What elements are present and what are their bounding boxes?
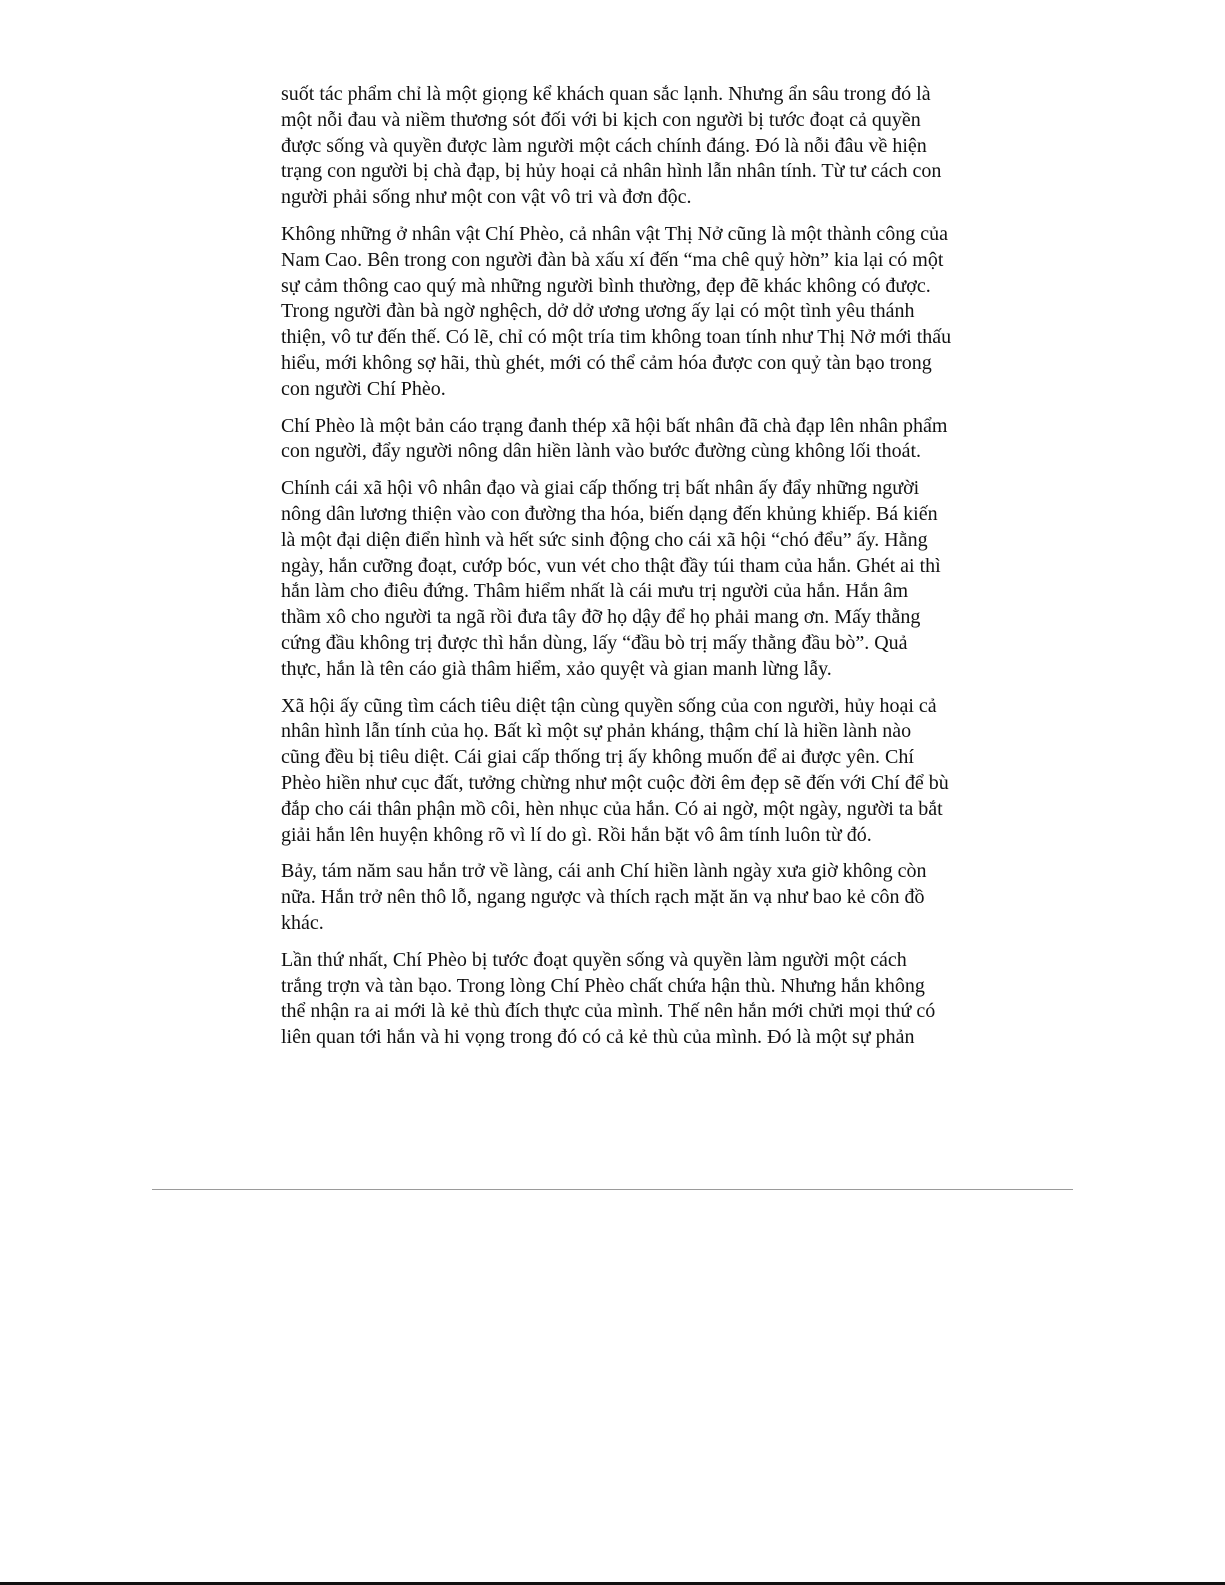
text-line: giải hắn lên huyện không rõ vì lí do gì. Rồi hắn bặt vô âm tính luôn từ đó. bbox=[281, 823, 872, 846]
text-line: sự cảm thông cao quý mà những người bình thường, đẹp đẽ khác không có được. bbox=[281, 274, 931, 297]
text-line: trắng trợn và tàn bạo. Trong lòng Chí Phèo chất chứa hận thù. Nhưng hắn không bbox=[281, 974, 925, 997]
text-line: con người Chí Phèo. bbox=[281, 377, 446, 400]
text-line: người phải sống như một con vật vô tri và đơn độc. bbox=[281, 186, 692, 209]
text-line: hắn làm cho điêu đứng. Thâm hiểm nhất là cái mưu trị người của hắn. Hắn âm bbox=[281, 580, 909, 603]
text-line: là một đại diện điển hình và hết sức sinh động cho cái xã hội “chó đểu” ấy. Hằng bbox=[281, 528, 928, 551]
text-line: trạng con người bị chà đạp, bị hủy hoại cả nhân hình lẫn nhân tính. Từ tư cách con bbox=[281, 160, 942, 183]
text-line: thiện, vô tư đến thế. Có lẽ, chỉ có một tría tim không toan tính như Thị Nở mới thấu bbox=[281, 326, 952, 349]
text-line: nhân hình lẫn tính của họ. Bất kì một sự phản kháng, thậm chí là hiền lành nào bbox=[281, 720, 912, 743]
text-line: thực, hắn là tên cáo già thâm hiểm, xảo quyệt và gian manh lừng lẫy. bbox=[281, 657, 832, 680]
text-line: cứng đầu không trị được thì hắn dùng, lấy “đầu bò trị mấy thằng đầu bò”. Quả bbox=[281, 631, 908, 654]
text-line: được sống và quyền được làm người một cách chính đáng. Đó là nỗi đâu về hiện bbox=[281, 134, 927, 157]
text-line: thầm xô cho người ta ngã rồi đưa tây đỡ họ dậy để họ phải mang ơn. Mấy thằng bbox=[281, 606, 921, 629]
text-line: Nam Cao. Bên trong con người đàn bà xấu xí đến “ma chê quỷ hờn” kia lại có một bbox=[281, 248, 944, 271]
text-line: Chính cái xã hội vô nhân đạo và giai cấp thống trị bất nhân ấy đẩy những người bbox=[281, 477, 920, 500]
text-line: một nỗi đau và niềm thương sót đối với bi kịch con người bị tước đoạt cả quyền bbox=[281, 108, 921, 131]
text-line: liên quan tới hắn và hi vọng trong đó có cả kẻ thù của mình. Đó là một sự phản bbox=[281, 1026, 915, 1049]
page-divider bbox=[152, 1189, 1073, 1190]
text-line: Bảy, tám năm sau hắn trở về làng, cái anh Chí hiền lành ngày xưa giờ không còn bbox=[281, 860, 927, 883]
text-line: Lần thứ nhất, Chí Phèo bị tước đoạt quyền sống và quyền làm người một cách bbox=[281, 948, 907, 971]
text-line: cũng đều bị tiêu diệt. Cái giai cấp thống trị ấy không muốn để ai được yên. Chí bbox=[281, 746, 914, 769]
text-line: Phèo hiền như cục đất, tưởng chừng như một cuộc đời êm đẹp sẽ đến với Chí để bù bbox=[281, 771, 949, 794]
text-line: nữa. Hắn trở nên thô lỗ, ngang ngược và thích rạch mặt ăn vạ như bao kẻ côn đồ bbox=[281, 886, 925, 909]
paragraph-2 bbox=[281, 222, 986, 403]
paragraph-4 bbox=[281, 476, 986, 682]
paragraph-6 bbox=[281, 859, 986, 936]
text-line: suốt tác phẩm chỉ là một giọng kể khách quan sắc lạnh. Nhưng ẩn sâu trong đó là bbox=[281, 83, 931, 105]
text-line: con người, đẩy người nông dân hiền lành vào bước đường cùng không lối thoát. bbox=[281, 440, 922, 463]
text-line: thể nhận ra ai mới là kẻ thù đích thực của mình. Thế nên hắn mới chửi mọi thứ có bbox=[281, 1000, 936, 1023]
text-line: Chí Phèo là một bản cáo trạng đanh thép xã hội bất nhân đã chà đạp lên nhân phẩm bbox=[281, 414, 948, 437]
paragraph-5 bbox=[281, 694, 986, 849]
paragraph-3 bbox=[281, 414, 986, 466]
text-line: Không những ở nhân vật Chí Phèo, cả nhân vật Thị Nở cũng là một thành công của bbox=[281, 222, 949, 245]
text-line: đắp cho cái thân phận mồ côi, hèn nhục của hắn. Có ai ngờ, một ngày, người ta bắt bbox=[281, 797, 943, 820]
text-line: hiểu, mới không sợ hãi, thù ghét, mới có thể cảm hóa được con quỷ tàn bạo trong bbox=[281, 351, 932, 374]
paragraph-7 bbox=[281, 948, 986, 1051]
text-line: nông dân lương thiện vào con đường tha hóa, biến dạng đến khủng khiếp. Bá kiến bbox=[281, 502, 938, 525]
paragraph-1 bbox=[281, 82, 986, 211]
text-line: khác. bbox=[281, 911, 324, 934]
document-body bbox=[281, 82, 986, 1062]
text-line: Xã hội ấy cũng tìm cách tiêu diệt tận cùng quyền sống của con người, hủy hoại cả bbox=[281, 694, 937, 717]
text-line: Trong người đàn bà ngờ nghệch, dở dở ương ương ấy lại có một tình yêu thánh bbox=[281, 300, 915, 323]
text-line: ngày, hắn cưỡng đoạt, cướp bóc, vun vét cho thật đầy túi tham của hắn. Ghét ai thì bbox=[281, 554, 941, 577]
